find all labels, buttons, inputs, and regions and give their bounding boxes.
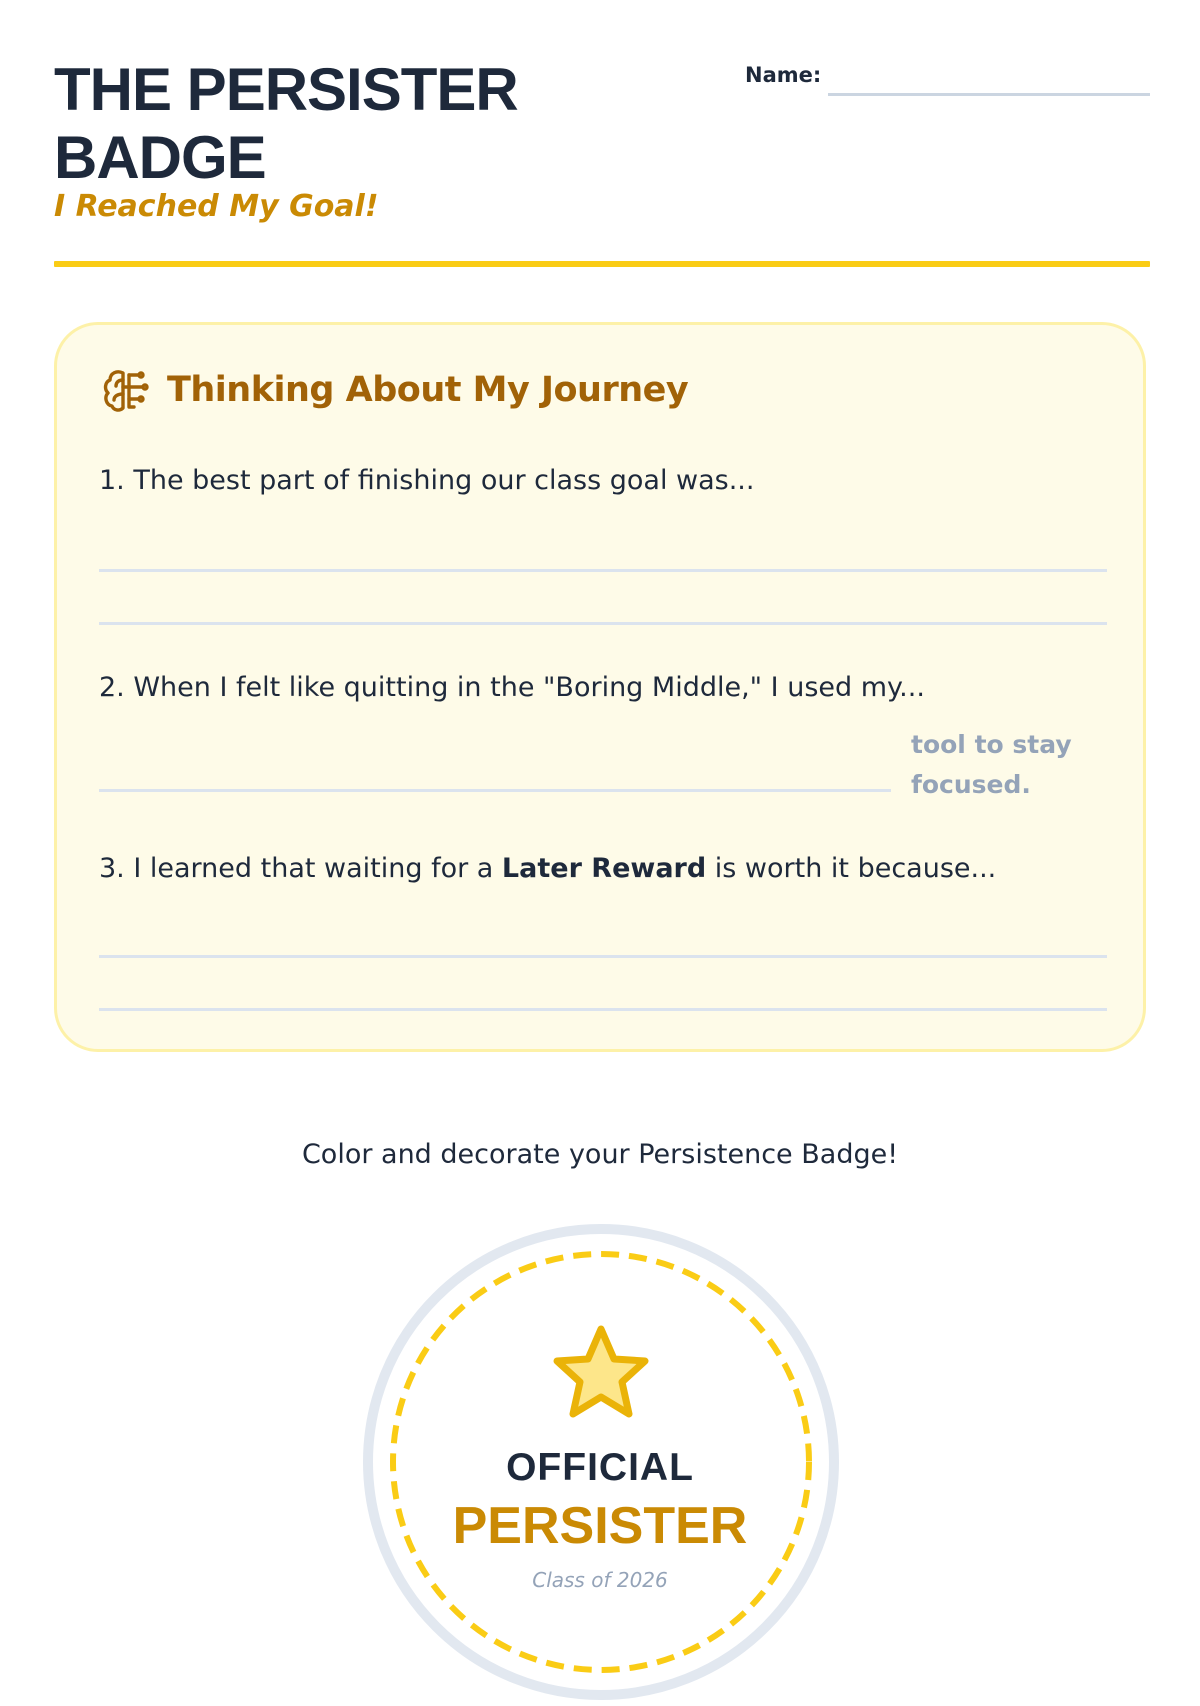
reflection-card xyxy=(54,322,1146,1052)
answer-1-line-1[interactable] xyxy=(99,569,1107,572)
badge-instruction: Color and decorate your Persistence Badge! xyxy=(301,1139,899,1170)
brain-icon xyxy=(101,365,151,415)
name-field-row xyxy=(745,59,1150,99)
answer-3-line-1[interactable] xyxy=(99,955,1107,958)
worksheet-header xyxy=(54,56,1150,266)
name-write-line[interactable] xyxy=(828,93,1150,96)
answer-2-line[interactable] xyxy=(99,789,891,792)
question-3-text-start: 3. I learned that waiting for a xyxy=(99,853,502,884)
name-label: Name: xyxy=(745,63,822,87)
page-subtitle: I Reached My Goal! xyxy=(54,189,379,224)
page-title: THE PERSISTER BADGE xyxy=(54,56,518,191)
question-3-emphasis: Later Reward xyxy=(501,853,707,884)
badge-line-persister: PERSISTER xyxy=(452,1497,748,1555)
answer-1-line-2[interactable] xyxy=(99,622,1107,625)
question-3 xyxy=(99,853,1109,884)
reflection-title: Thinking About My Journey xyxy=(167,370,689,410)
reflection-heading xyxy=(101,365,688,415)
badge-line-official: OFFICIAL xyxy=(506,1446,694,1489)
badge-line-class: Class of 2026 xyxy=(532,1568,668,1592)
answer-3-line-2[interactable] xyxy=(99,1008,1107,1011)
question-3-text-end: is worth it because... xyxy=(706,853,997,884)
header-divider xyxy=(54,261,1150,267)
question-2: 2. When I felt like quitting in the "Boring Middle," I used my... xyxy=(99,672,925,703)
question-1: 1. The best part of finishing our class goal was... xyxy=(99,465,755,496)
answer-2-trailing-text: tool to stay focused. xyxy=(911,730,1072,799)
